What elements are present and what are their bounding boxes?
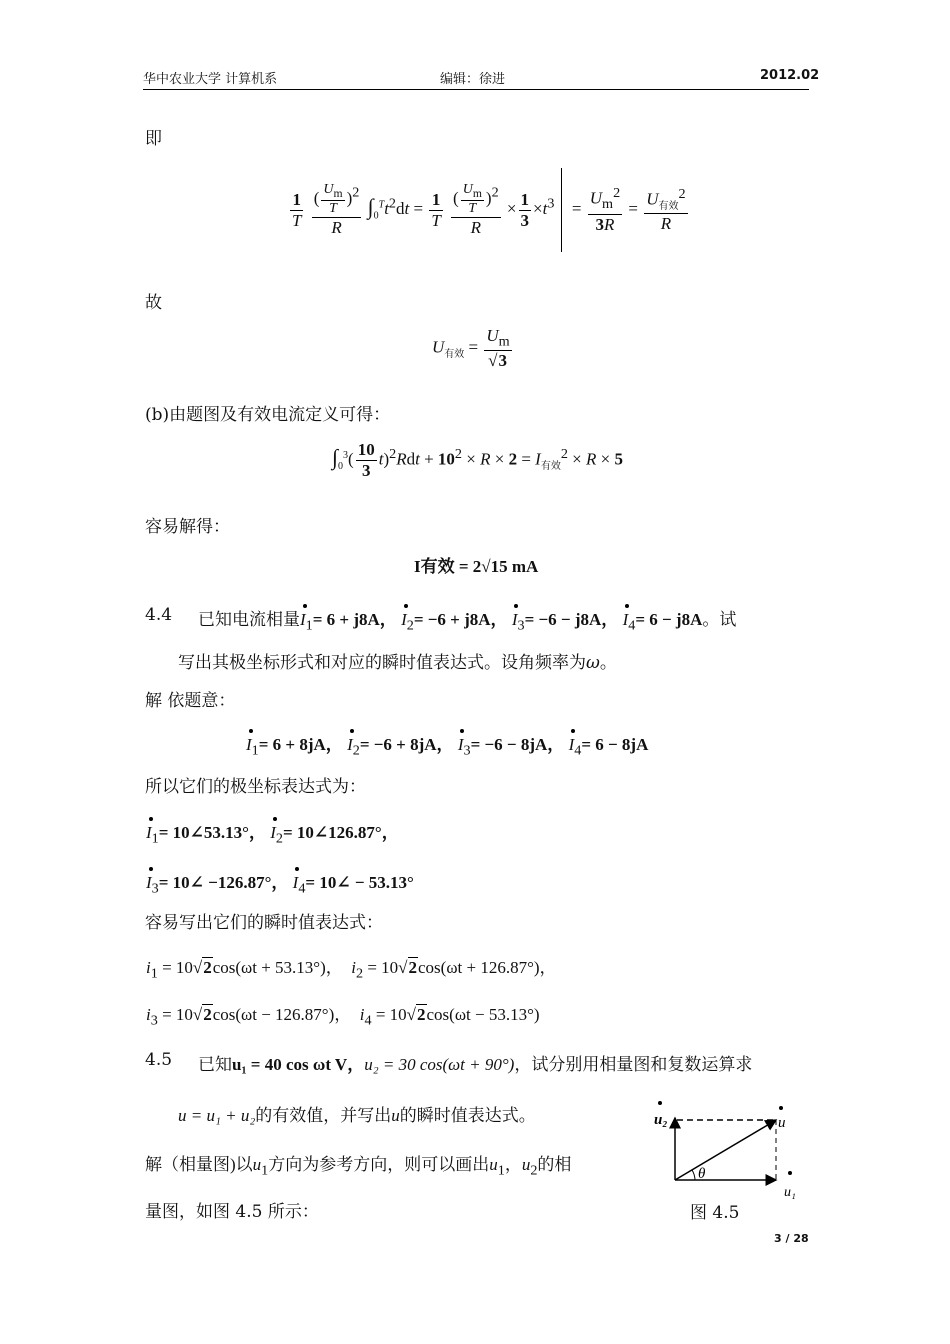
easy-solve: 容易解得： [145, 517, 230, 537]
u2-label: u₂ [654, 1112, 668, 1128]
label-ji: 即 [145, 129, 162, 149]
eq-inst-1: $i_1 = 10√2\cos(\omega t + 53.13^\circ)$， $i_2 = 10√2\cos(\omega t + 126.87^\circ)$， [146, 958, 557, 982]
b-intro: (b)由题图及有效电流定义可得： [145, 405, 391, 425]
q44-line2: 写出其极坐标形式和对应的瞬时值表达式。设角频率为ω。 [178, 653, 617, 673]
u-label: u [778, 1115, 786, 1131]
eq-inst-2: $i_3 = 10√2\cos(\omega t - 126.87^\circ)$， $i_4 = 10√2\cos(\omega t - 53.13^\circ)$ [146, 1005, 540, 1029]
theta-arc [692, 1170, 695, 1180]
eq-polar-2: $I_3=$ 10∠ −126.87°， $I_4=$ 10∠ − 53.13° [146, 873, 414, 897]
q44-solution-label: 解 依题意： [145, 691, 236, 711]
eq-polar-1: $I_1=$ 10∠53.13°， $I_2=$ 10∠126.87°， [146, 823, 399, 847]
q44-statement: 已知电流相量$I_1= 6 + j8A$， $I_2= -6 + j8A$， $I_3= -6 - j8A$， $I_4= 6 - j8A$。试 [198, 610, 737, 634]
q44-number: 4.4 [145, 605, 173, 625]
header-right: 2012.02 [760, 68, 820, 83]
inst-intro: 容易写出它们的瞬时值表达式： [145, 913, 383, 933]
figure-caption: 图 4.5 [690, 1203, 740, 1223]
q45-line2: u = u₁ + u₂的有效值，并写出u的瞬时值表达式。 [178, 1106, 536, 1125]
u1-label: u₁ [784, 1185, 796, 1200]
q45-number: 4.5 [145, 1050, 173, 1070]
header-center: 编辑：徐进 [440, 72, 506, 87]
q45-statement: 已知u₁ = 40 cos ωt V，u₂ = 30 cos(ωt + 90°)，试分别用相量图和复数运算求 [198, 1055, 753, 1074]
phasor-diagram [650, 1090, 800, 1210]
eq-ieff-integral: $\int_0^3$( $\frac{10}{3}$ $t)^2Rdt + 10^2 \times R \times 2 = I_{有效}^2 \times R \times 5$ [332, 440, 623, 480]
label-gu: 故 [145, 293, 162, 313]
eq-phasors-rect: $I_1= 6 + 8jA$， $I_2= -6 + 8jA$， $I_3= -6 - 8jA$， $I_4= 6 - 8jA$ [246, 735, 649, 759]
eq-ieff-result: I有效 = 2√15 mA [414, 557, 539, 576]
eq-ueff: $U_{有效}$ = $\frac{U_m}{√3}$ [432, 326, 510, 371]
header-rule [143, 89, 809, 90]
sol45-line2: 量图，如图 4.5 所示： [145, 1202, 319, 1222]
sol45-line1: 解（相量图)以$u_1$方向为参考方向，则可以画出$u_1$，$u_2$的相 [145, 1155, 572, 1179]
theta-label: θ [698, 1166, 706, 1182]
eq-urms-integral: $\frac{1}{T}$ ( $\frac{U_m}{T}$ )$^2$ R $\int_0^Tt^2dt$ = $\frac{1}{T}$ ( $\frac{U_m}{T}$ )$^2$ R × $\frac{1}{3}$ $\times t^3$ = $\frac{U_m^2}{3R}$ = $\frac{U_{有效}^2}{R}$ [288, 168, 690, 263]
u-vector [675, 1120, 776, 1180]
polar-intro: 所以它们的极坐标表达式为： [145, 777, 366, 797]
page-number: 3 / 28 [774, 1232, 809, 1245]
header-left: 华中农业大学 计算机系 [143, 72, 278, 87]
